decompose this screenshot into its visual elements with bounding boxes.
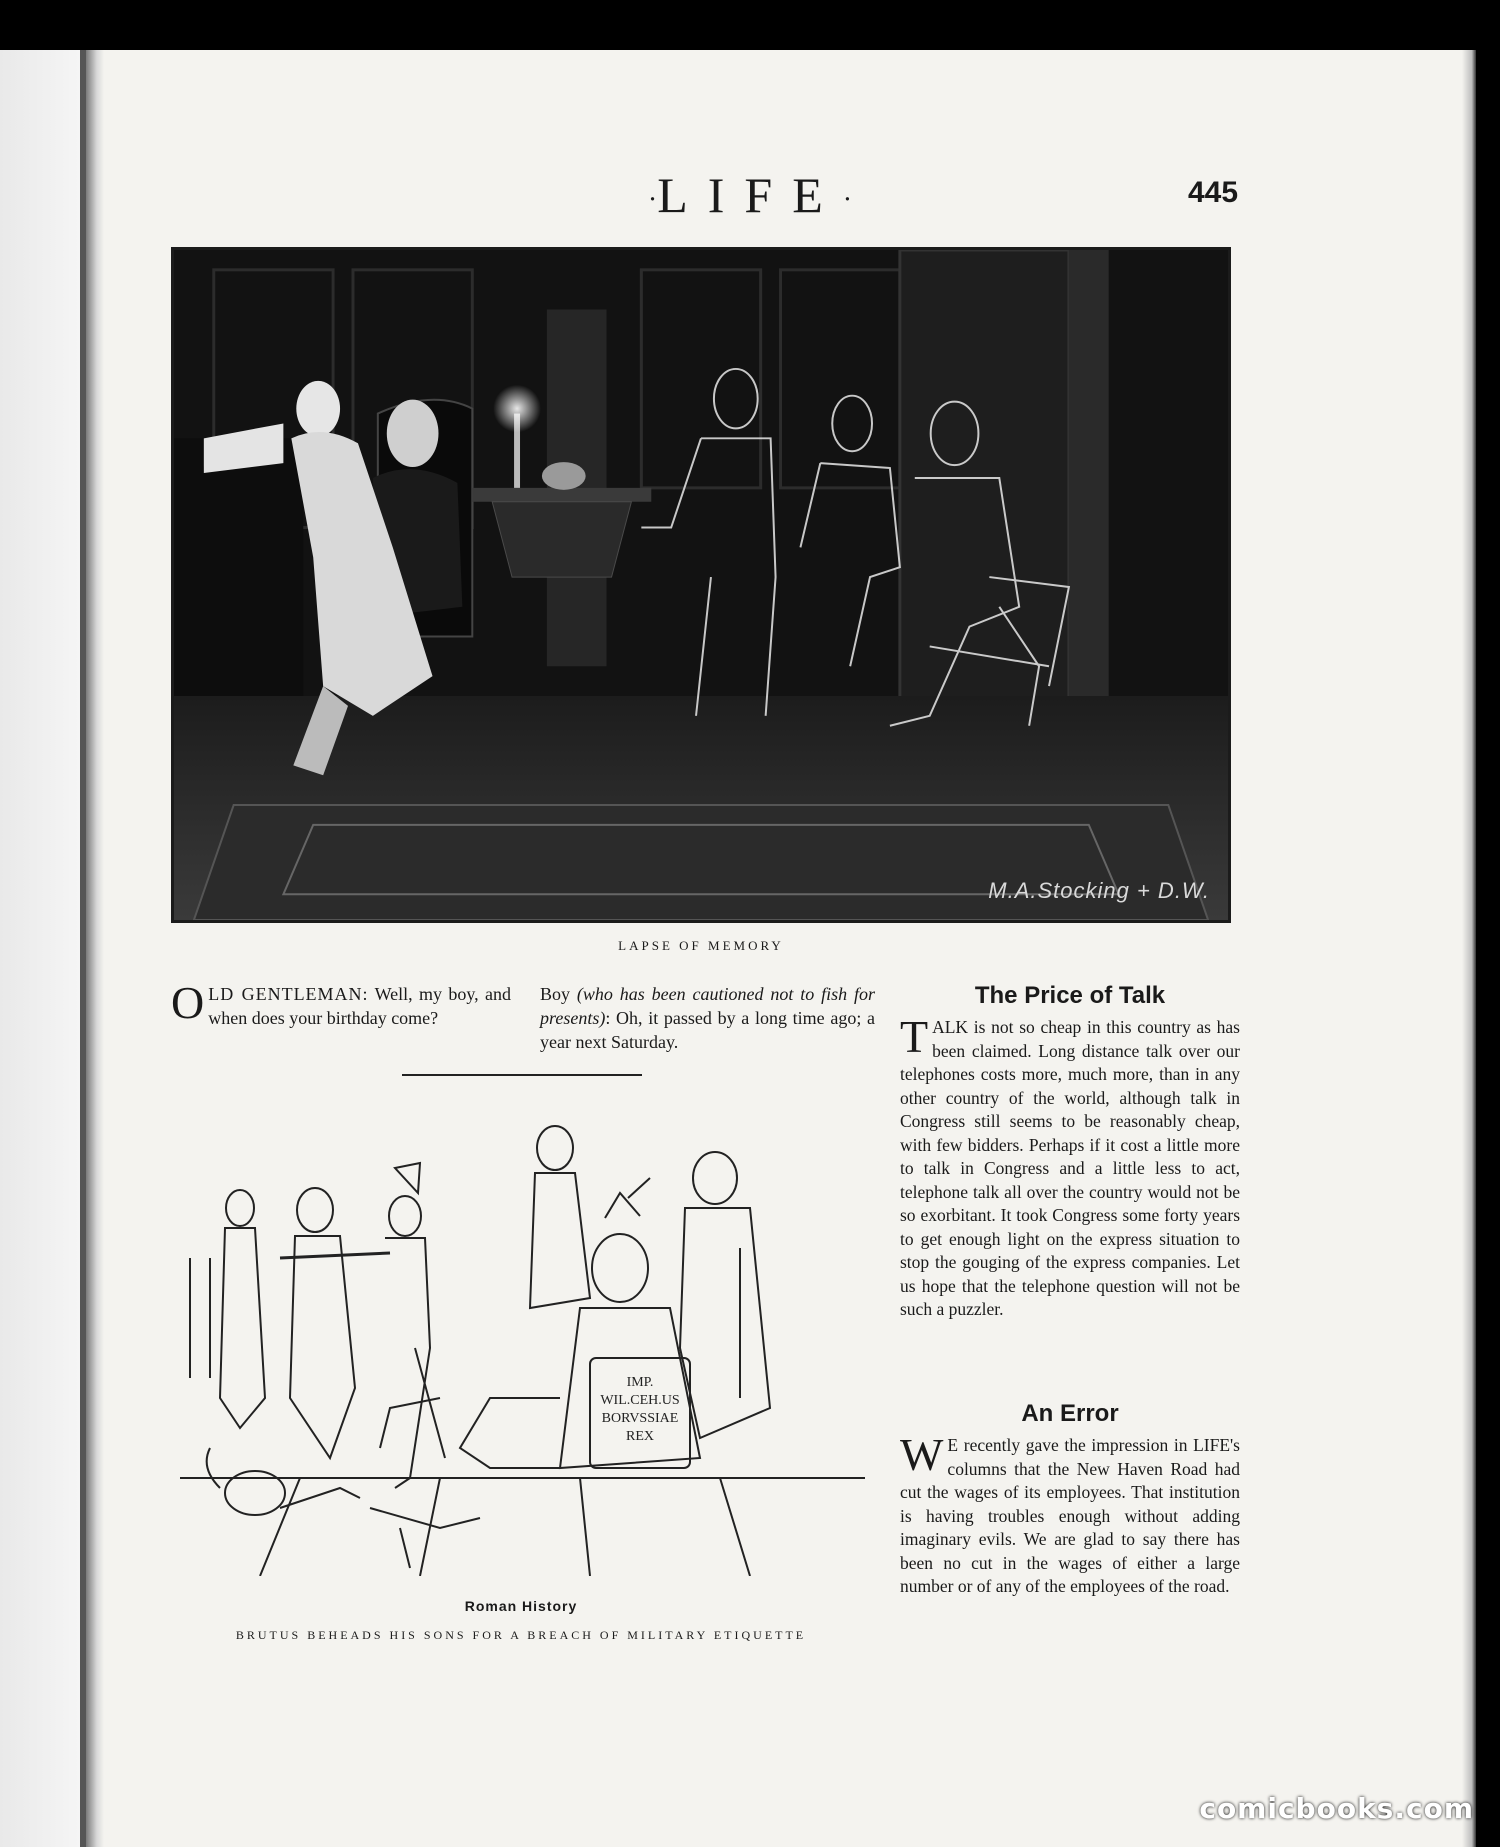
- article-price-of-talk: [900, 982, 1240, 1322]
- page-edge: [1462, 50, 1476, 1847]
- inscription-line-3: BORVSSIAE: [601, 1411, 679, 1426]
- masthead: ·LIFE·: [647, 167, 853, 223]
- roman-history-illustration: [180, 1098, 865, 1576]
- article-heading: An Error: [1021, 1400, 1119, 1427]
- masthead-title: LIFE: [657, 167, 843, 223]
- speaker-line: : Oh, it passed by a long time ago; a year next Saturday.: [540, 1008, 875, 1052]
- speaker-line: Well, my boy, and when does your birthday come?: [208, 984, 511, 1028]
- article-text: ALK is not so cheap in this country as has been claimed. Long distance talk over our telephones costs more, much more, than in any other country of the world, although talk in Congress still seems to be reasonably cheap, with few bidders. Perhaps if it cost a little more to talk in Congress and a little less to act, telephone talk all over the country would not be so exorbitant. It took Congress some forty years to get enough light on the express situation to stop the gouging of the express companies. Let us hope that the telephone question will not be such a puzzler.: [900, 1017, 1240, 1319]
- inscription-line-2: WIL.CEH.US: [600, 1393, 680, 1408]
- speaker-aside: (who has been cautioned not to fish for presents): [540, 984, 875, 1028]
- article-body: [900, 1429, 1240, 1599]
- article-text: E recently gave the impression in LIFE's columns that the New Haven Road had cut the wages of its employees. That institution is having troubles enough without adding imaginary evils. We are glad to say there has been no cut in the wages of either a large number or of any of the employees of the road.: [900, 1435, 1240, 1596]
- section-divider: [402, 1074, 642, 1076]
- illustration-caption: LAPSE OF MEMORY: [618, 938, 784, 953]
- roman-history-title: Roman History: [464, 1598, 578, 1614]
- page-number: 445: [1188, 176, 1239, 209]
- drop-cap: O: [171, 977, 205, 1028]
- site-watermark: comicbooks.com: [1199, 1792, 1474, 1825]
- drawing-roman-scene: [180, 1098, 865, 1576]
- inscription-line-4: REX: [626, 1429, 654, 1444]
- artist-signature: M.A.Stocking + D.W.: [988, 878, 1210, 903]
- drawing-parlor-scene: [174, 250, 1228, 920]
- facing-page-edge: [0, 50, 86, 1847]
- lapse-of-memory-illustration: [171, 247, 1231, 923]
- drop-cap: T: [900, 1011, 929, 1062]
- speaker-name: Boy: [540, 984, 571, 1004]
- article-an-error: [900, 1400, 1240, 1599]
- speaker-name: LD GENTLEMAN:: [208, 984, 369, 1004]
- dialogue-boy: [540, 982, 875, 1054]
- page-gutter: [86, 50, 104, 1847]
- roman-history-subtitle: BRUTUS BEHEADS HIS SONS FOR A BREACH OF MILITARY ETIQUETTE: [235, 1628, 807, 1642]
- article-body: [900, 1011, 1240, 1322]
- article-heading: The Price of Talk: [974, 982, 1166, 1009]
- drop-cap: W: [900, 1429, 944, 1480]
- inscription-line-1: IMP.: [626, 1375, 654, 1390]
- dialogue-old-gentleman: [171, 977, 511, 1030]
